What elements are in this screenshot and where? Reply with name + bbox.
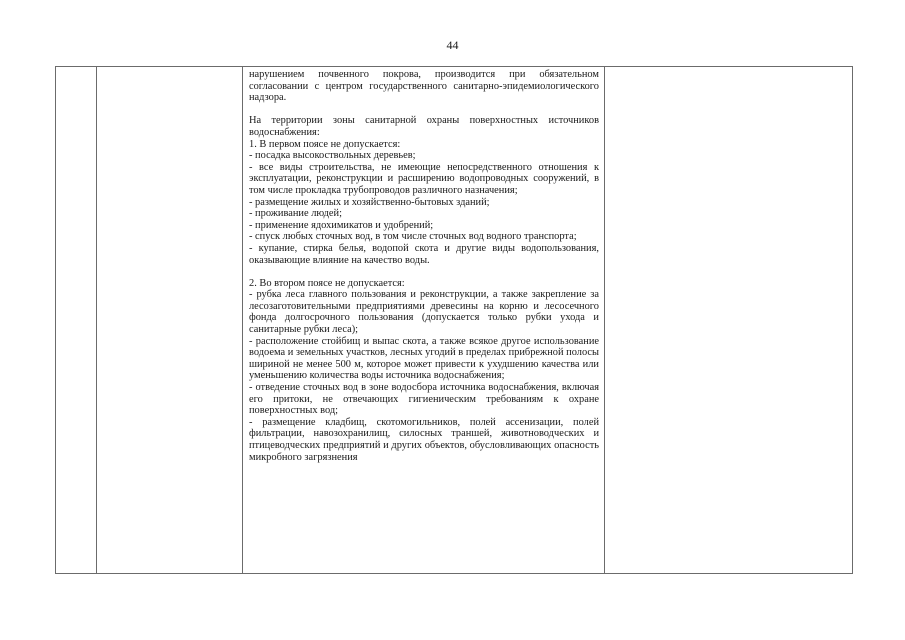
column-divider-2 <box>242 67 243 573</box>
requirements-text-cell <box>249 69 599 463</box>
text-paragraph: - посадка высокоствольных деревьев; <box>249 150 416 162</box>
text-paragraph: - размещение кладбищ, скотомогильников, полей ассенизации, полей фильтрации, навозохранилищ, силосных траншей, животноводческих и птицеводческих предприятий и других объектов, обусловливающих опасность микробного загрязнения <box>249 416 599 463</box>
text-paragraph: - купание, стирка белья, водопой скота и другие виды водопользования, оказывающие влияние на качество воды. <box>249 242 599 266</box>
text-paragraph: - рубка леса главного пользования и реконструкции, а также закрепление за лесозаготовительными предприятиями древесины на корню и лесосечного фонда долгосрочного пользования (допускается только рубки ухода и санитарные рубки леса); <box>249 289 599 336</box>
paragraph-gap <box>249 104 599 116</box>
paragraph-gap <box>249 266 599 278</box>
column-divider-1 <box>96 67 97 573</box>
text-paragraph: - размещение жилых и хозяйственно-бытовых зданий; <box>249 196 490 208</box>
text-paragraph: - расположение стойбищ и выпас скота, а также всякое другое использование водоема и земельных участков, лесных угодий в пределах прибрежной полосы шириной не менее 500 м, которое может привести к ухудшению качества или уменьшению количества воды источника водоснабжения; <box>249 335 599 382</box>
page-number: 44 <box>446 38 459 52</box>
text-paragraph: На территории зоны санитарной охраны поверхностных источников водоснабжения: <box>249 115 599 138</box>
text-paragraph: - все виды строительства, не имеющие непосредственного отношения к эксплуатации, реконструкции и расширению водопроводных сооружений, в том числе прокладка трубопроводов различного назначения; <box>249 161 599 196</box>
column-divider-3 <box>604 67 605 573</box>
text-paragraph: - проживание людей; <box>249 208 342 220</box>
text-paragraph: 1. В первом поясе не допускается: <box>249 138 401 150</box>
document-table <box>55 66 853 574</box>
text-paragraph: - применение ядохимикатов и удобрений; <box>249 219 434 231</box>
text-paragraph: нарушением почвенного покрова, производится при обязательном согласовании с центром государственного санитарно-эпидемиологического надзора. <box>249 69 599 104</box>
text-paragraph: - отведение сточных вод в зоне водосбора источника водоснабжения, включая его притоки, не отвечающих гигиеническим требованиям к охране поверхностных вод; <box>249 382 599 417</box>
text-paragraph: - спуск любых сточных вод, в том числе сточных вод водного транспорта; <box>249 231 577 243</box>
text-paragraph: 2. Во втором поясе не допускается: <box>249 277 405 289</box>
